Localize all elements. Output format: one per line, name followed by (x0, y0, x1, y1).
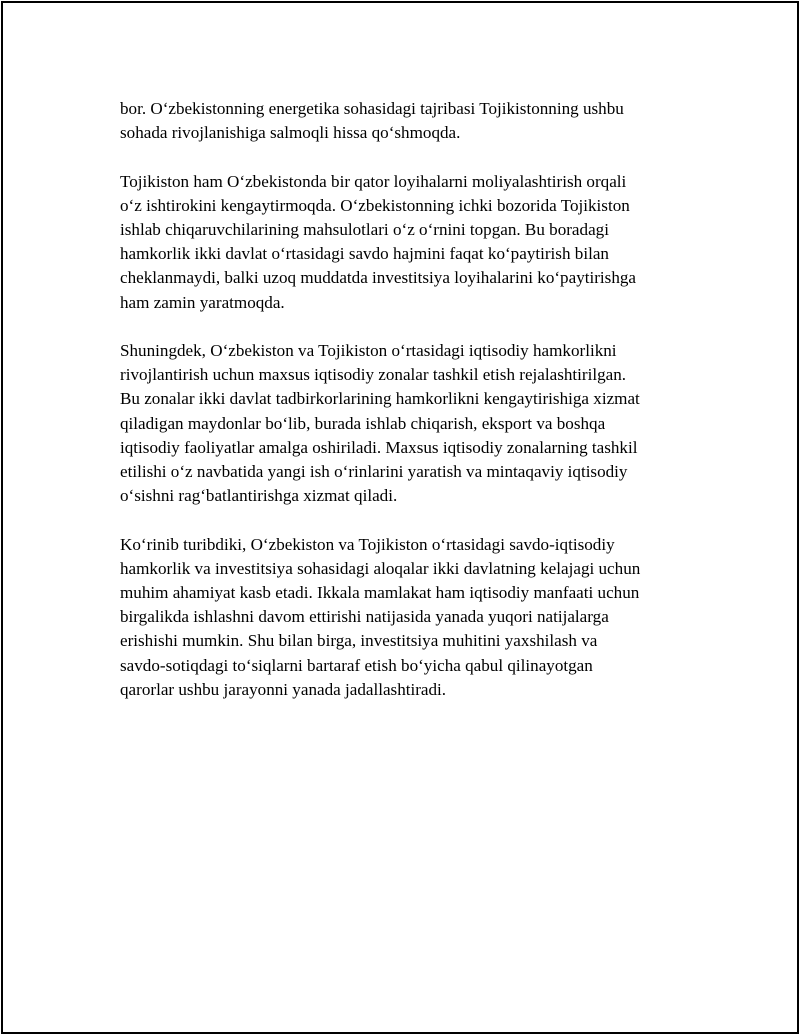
text-line: etilishi o‘z navbatida yangi ish o‘rinlarini yaratish va mintaqaviy iqtisodiy (120, 462, 628, 482)
text-line: Bu zonalar ikki davlat tadbirkorlarining hamkorlikni kengaytirishiga xizmat (120, 389, 640, 409)
text-line: bor. O‘zbekistonning energetika sohasidagi tajribasi Tojikistonning ushbu (120, 99, 624, 118)
text-line: erishishi mumkin. Shu bilan birga, investitsiya muhitini yaxshilash va (120, 631, 598, 651)
text-line: Ko‘rinib turibdiki, O‘zbekiston va Tojikiston o‘rtasidagi savdo-iqtisodiy (120, 534, 615, 554)
paragraph-1 (120, 97, 692, 145)
text-line: ishlab chiqaruvchilarining mahsulotlari o‘z o‘rnini topgan. Bu boradagi (120, 220, 609, 239)
text-line: qiladigan maydonlar bo‘lib, burada ishlab chiqarish, eksport va boshqa (120, 413, 606, 433)
text-line: o‘sishni rag‘batlantirishga xizmat qiladi. (120, 486, 398, 506)
text-line: hamkorlik va investitsiya sohasidagi aloqalar ikki davlatning kelajagi uchun (120, 558, 641, 578)
text-line: Shuningdek, O‘zbekiston va Tojikiston o‘rtasidagi iqtisodiy hamkorlikni (120, 341, 617, 360)
text-line: muhim ahamiyat kasb etadi. Ikkala mamlakat ham iqtisodiy manfaati uchun (120, 583, 640, 603)
text-line: sohada rivojlanishiga salmoqli hissa qo‘shmoqda. (120, 123, 461, 143)
text-line: ham zamin yaratmoqda. (120, 292, 285, 312)
text-line: iqtisodiy faoliyatlar amalga oshiriladi. Maxsus iqtisodiy zonalarning tashkil (120, 437, 638, 457)
paragraph-2 (120, 170, 692, 315)
paragraph-4 (120, 533, 692, 702)
paragraph-3 (120, 339, 692, 508)
text-line: cheklanmaydi, balki uzoq muddatda investitsiya loyihalarini ko‘paytirishga (120, 268, 637, 288)
text-line: o‘z ishtirokini kengaytirmoqda. O‘zbekistonning ichki bozorida Tojikiston (120, 195, 630, 215)
page-frame (1, 1, 799, 1034)
text-line: hamkorlik ikki davlat o‘rtasidagi savdo hajmini faqat ko‘paytirish bilan (120, 244, 609, 264)
text-line: birgalikda ishlashni davom ettirishi natijasida yanada yuqori natijalarga (120, 607, 609, 627)
document-body (120, 97, 692, 726)
text-line: Tojikiston ham O‘zbekistonda bir qator loyihalarni moliyalashtirish orqali (120, 171, 627, 191)
text-line: rivojlantirish uchun maxsus iqtisodiy zonalar tashkil etish rejalashtirilgan. (120, 365, 627, 385)
text-line: qarorlar ushbu jarayonni yanada jadallashtiradi. (120, 679, 447, 699)
text-line: savdo-sotiqdagi to‘siqlarni bartaraf etish bo‘yicha qabul qilinayotgan (120, 655, 593, 675)
